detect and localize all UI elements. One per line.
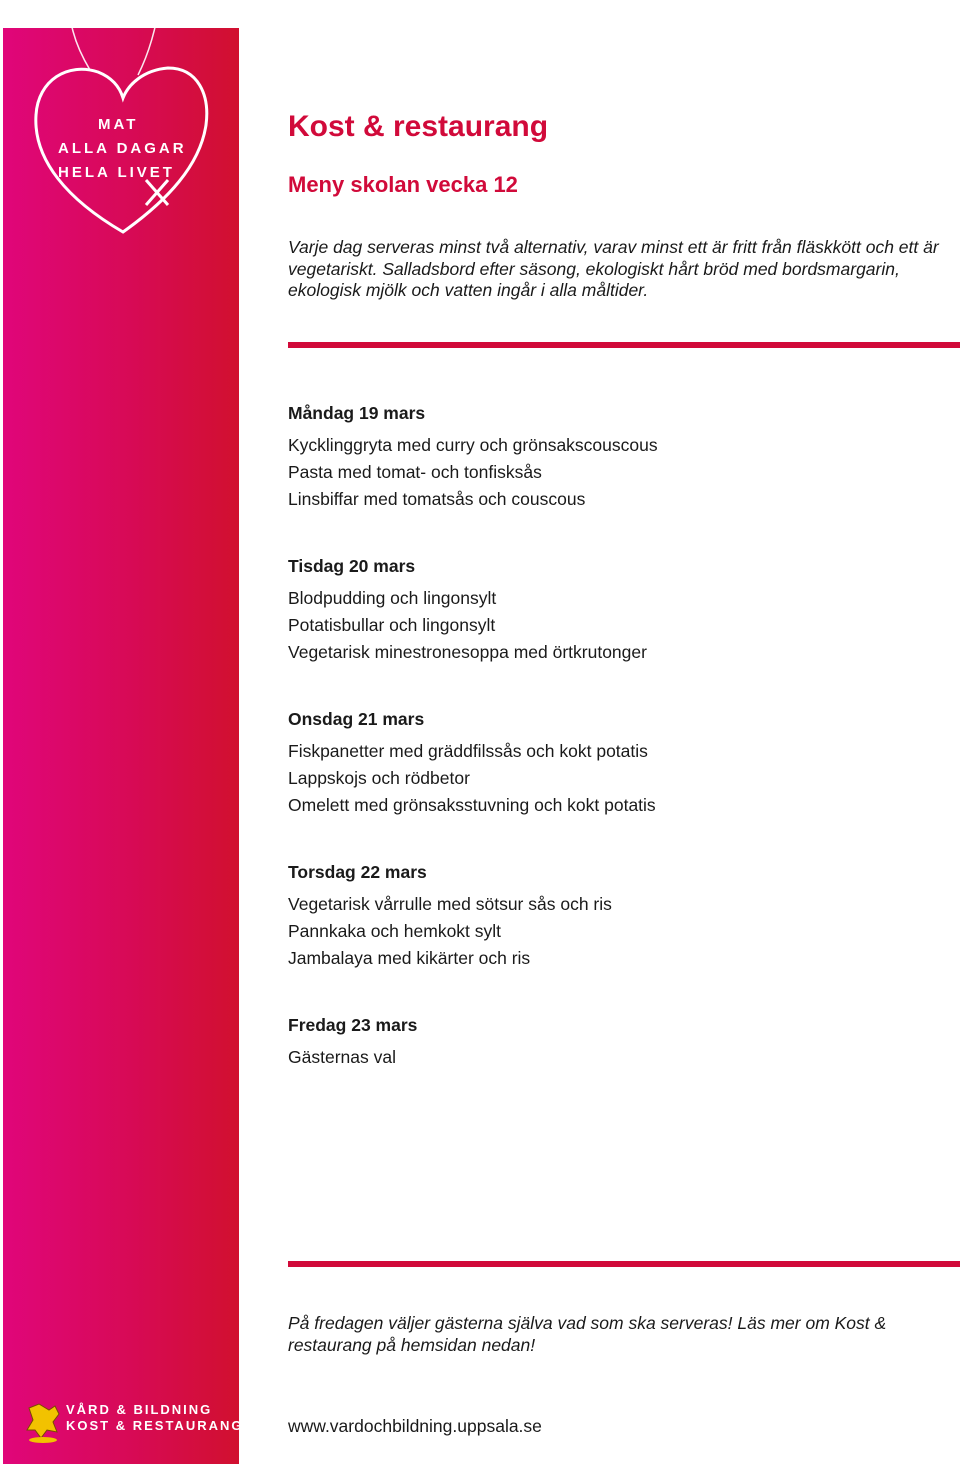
day-tuesday [288,555,948,666]
brand-sidebar [3,28,239,1464]
day-monday [288,402,948,513]
closing-text: På fredagen väljer gästerna själva vad som ska serveras! Läs mer om Kost & restaurang på hemsidan nedan! [288,1313,887,1355]
dish-item: Gästernas val [288,1047,396,1067]
day-title: Torsdag 22 mars [288,862,427,882]
page-title: Kost & restaurang [288,110,549,143]
dish-item: Vegetarisk vårrulle med sötsur sås och ris [288,894,612,914]
day-title: Onsdag 21 mars [288,709,425,729]
footer-logo-text [66,1402,243,1434]
dish-item: Pannkaka och hemkokt sylt [288,921,502,941]
footer-logo-line-2: KOST & RESTAURANG [66,1418,244,1433]
dish-item: Linsbiffar med tomatsås och couscous [288,489,586,509]
top-divider [288,342,960,348]
dish-item: Fiskpanetter med gräddfilssås och kokt potatis [288,741,648,761]
website-link[interactable]: www.vardochbildning.uppsala.se [288,1416,542,1436]
footer-logo-line-1: VÅRD & BILDNING [66,1402,213,1417]
logo-text [58,113,198,185]
intro-text: Varje dag serveras minst två alternativ, varav minst ett är fritt från fläskkött och ett är vegetariskt. Salladsbord efter säsong, ekologiskt hårt bröd med bordsmargarin, ekologisk mjölk och vatten ingår i alla måltider. [288,237,939,300]
day-title: Tisdag 20 mars [288,556,416,576]
bottom-divider [288,1261,960,1267]
logo-line-2: ALLA DAGAR [58,140,187,157]
day-wednesday [288,708,948,819]
day-friday [288,1014,948,1071]
logo-line-1: MAT [98,116,139,133]
logo-line-3: HELA LIVET [58,164,175,181]
dish-item: Vegetarisk minestronesoppa med örtkrutonger [288,642,647,662]
dish-item: Jambalaya med kikärter och ris [288,948,531,968]
day-thursday [288,861,948,972]
day-title: Fredag 23 mars [288,1015,418,1035]
dish-item: Blodpudding och lingonsylt [288,588,497,608]
menu-subtitle: Meny skolan vecka 12 [288,172,518,197]
dish-item: Pasta med tomat- och tonfisksås [288,462,542,482]
dish-item: Lappskojs och rödbetor [288,768,470,788]
dish-item: Kycklinggryta med curry och grönsakscouscous [288,435,658,455]
dish-item: Omelett med grönsaksstuvning och kokt potatis [288,795,656,815]
day-title: Måndag 19 mars [288,403,426,423]
dish-item: Potatisbullar och lingonsylt [288,615,496,635]
